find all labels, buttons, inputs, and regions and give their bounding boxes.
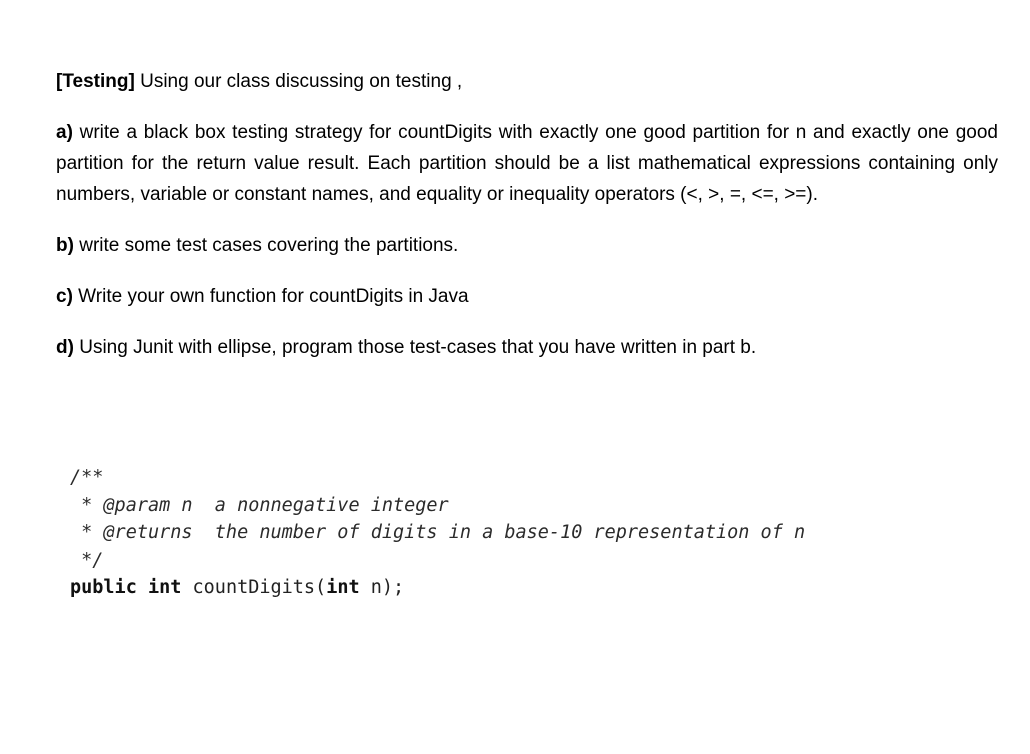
keyword-int-return: int bbox=[147, 577, 182, 598]
javadoc-returns-line: * @returns the number of digits in a base-10 representation of n bbox=[70, 522, 806, 543]
part-a-label: a) bbox=[56, 122, 73, 143]
part-d-paragraph bbox=[56, 332, 998, 363]
part-c-label: c) bbox=[56, 286, 73, 307]
method-params-rest: n); bbox=[359, 577, 405, 598]
part-d-label: d) bbox=[56, 337, 74, 358]
method-name: countDigits( bbox=[181, 577, 327, 598]
assignment-document bbox=[56, 66, 998, 363]
part-a-text: write a black box testing strategy for countDigits with exactly one good partition for n and exactly one good partition for the return value result. Each partition should be a list mathematical expressions containing only numbers, variable or constant names, and equality or inequality operators (<, >, =, <=, >=). bbox=[56, 122, 998, 205]
testing-tag: [Testing] bbox=[56, 71, 135, 92]
part-a-paragraph bbox=[56, 117, 998, 210]
part-c-text: Write your own function for countDigits in Java bbox=[72, 286, 469, 307]
part-c-paragraph bbox=[56, 281, 998, 312]
part-b-paragraph bbox=[56, 230, 998, 261]
intro-paragraph bbox=[56, 66, 998, 97]
keyword-public: public bbox=[70, 577, 137, 598]
keyword-int-param: int bbox=[326, 577, 360, 598]
code-snippet bbox=[70, 464, 805, 602]
method-signature bbox=[70, 577, 404, 598]
javadoc-close: */ bbox=[70, 549, 104, 571]
part-b-text: write some test cases covering the partitions. bbox=[73, 235, 459, 256]
javadoc-param-line: * @param n a nonnegative integer bbox=[70, 494, 449, 516]
intro-text: Using our class discussing on testing , bbox=[134, 71, 463, 92]
part-b-label: b) bbox=[56, 235, 74, 256]
part-d-text: Using Junit with ellipse, program those test-cases that you have written in part b. bbox=[73, 337, 757, 358]
javadoc-open: /** bbox=[70, 467, 104, 488]
